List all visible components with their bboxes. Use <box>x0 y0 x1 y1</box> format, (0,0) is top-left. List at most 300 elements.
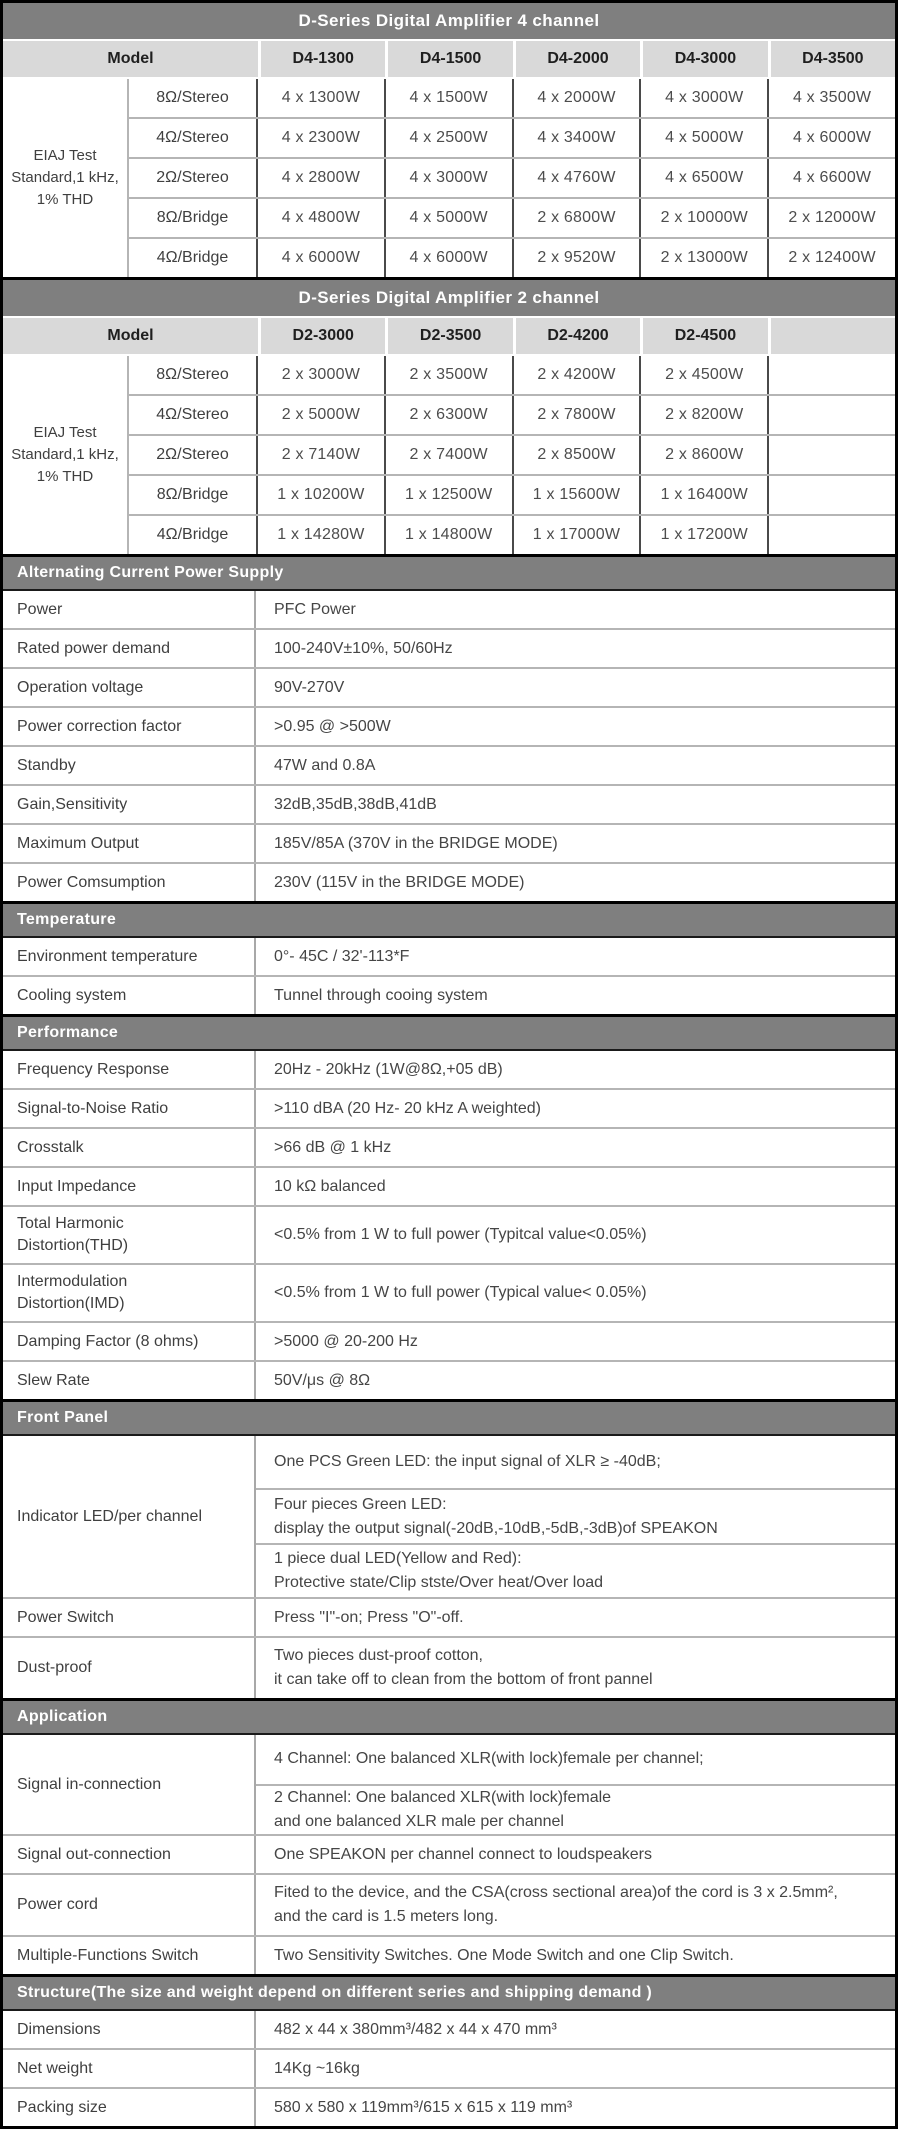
load-mode-cell: 2Ω/Stereo <box>156 446 229 463</box>
spec-value-cells <box>256 1129 895 1166</box>
spec-label-lines <box>17 1844 171 1866</box>
power-value-cell: 2 x 3500W <box>384 356 512 394</box>
power-value-cell: 2 x 9520W <box>512 239 640 277</box>
table-title-2ch: D-Series Digital Amplifier 2 channel <box>3 277 895 318</box>
load-mode-cell: 4Ω/Bridge <box>156 249 229 266</box>
section-title: Performance <box>3 1014 895 1051</box>
spec-label-line: Net weight <box>17 2059 93 2077</box>
spec-value-line: Protective state/Clip stste/Over heat/Over load <box>274 1573 604 1591</box>
spec-value-lines <box>256 1275 895 1311</box>
spec-label-line: Maximum Output <box>17 834 139 852</box>
spec-row <box>3 2048 895 2087</box>
spec-section <box>3 554 895 901</box>
spec-value-line: Fited to the device, and the CSA(cross sectional area)of the cord is 3 x 2.5mm², <box>274 1884 838 1901</box>
spec-value-line: One PCS Green LED: the input signal of XLR ≥ -40dB; <box>274 1453 661 1471</box>
spec-label <box>3 591 256 628</box>
spec-label-line: Input Impedance <box>17 1177 137 1195</box>
test-standard-line: 1% THD <box>36 191 94 208</box>
spec-value-lines <box>256 1130 895 1166</box>
test-standard-label <box>3 79 129 277</box>
spec-value-cell <box>256 669 895 706</box>
spec-value-line: >5000 @ 20-200 Hz <box>274 1332 418 1350</box>
spec-value-lines <box>256 1091 895 1127</box>
spec-label-lines <box>17 1331 198 1353</box>
spec-section <box>3 901 895 1014</box>
spec-row <box>3 1166 895 1205</box>
spec-value-cell <box>256 1323 895 1360</box>
spec-section <box>3 1399 895 1698</box>
spec-value-line: 580 x 580 x 119mm³/615 x 615 x 119 mm³ <box>274 2098 573 2116</box>
power-value-cell: 2 x 7800W <box>512 396 640 434</box>
spec-label-line: Power cord <box>17 1896 98 1913</box>
spec-value-lines <box>256 826 895 862</box>
load-mode-cell: 4Ω/Stereo <box>156 129 229 146</box>
power-row <box>129 394 895 434</box>
spec-value-line: >66 dB @ 1 kHz <box>274 1138 392 1156</box>
power-value-cell: 4 x 3500W <box>767 79 895 117</box>
power-value-cell: 2 x 6300W <box>384 396 512 434</box>
spec-value-line: <0.5% from 1 W to full power (Typical value< 0.05%) <box>274 1284 647 1301</box>
spec-rows <box>3 1735 895 1974</box>
spec-label-lines <box>17 794 127 816</box>
spec-value-cell <box>256 747 895 784</box>
spec-value-cell <box>256 1543 895 1597</box>
spec-value-lines <box>256 1938 895 1974</box>
spec-label-line: Signal-to-Noise Ratio <box>17 1099 169 1117</box>
spec-value-cells <box>256 630 895 667</box>
test-standard-line: Standard,1 kHz, <box>11 446 119 463</box>
spec-value-line: it can take off to clean from the bottom of front pannel <box>274 1671 653 1688</box>
spec-value-line: 32dB,35dB,38dB,41dB <box>274 795 437 813</box>
spec-label <box>3 977 256 1014</box>
test-standard-label <box>3 356 129 554</box>
model-name: D4-2000 <box>513 41 640 77</box>
spec-row <box>3 1597 895 1636</box>
power-value-cell: 2 x 4500W <box>639 356 767 394</box>
spec-section <box>3 1014 895 1399</box>
spec-value-line: Press "I"-on; Press "O"-off. <box>274 1608 464 1626</box>
spec-label-line: Standby <box>17 756 76 774</box>
power-value-cell: 4 x 3400W <box>512 119 640 157</box>
spec-row <box>3 628 895 667</box>
spec-value-lines <box>256 978 895 1014</box>
spec-label-line: Crosstalk <box>17 1138 84 1156</box>
spec-value-cell <box>256 2011 895 2048</box>
power-value-cell <box>767 516 895 554</box>
spec-value-line: 10 kΩ balanced <box>274 1177 386 1195</box>
model-name: D2-3000 <box>258 318 385 354</box>
power-row <box>129 237 895 277</box>
spec-label-lines <box>17 985 126 1007</box>
spec-value-line: 230V (115V in the BRIDGE MODE) <box>274 873 525 891</box>
spec-value-cells <box>256 1051 895 1088</box>
spec-row <box>3 1360 895 1399</box>
spec-row <box>3 1636 895 1698</box>
spec-label-lines <box>17 1657 92 1679</box>
spec-value-cell <box>256 1599 895 1636</box>
power-value-cell: 4 x 1300W <box>256 79 384 117</box>
spec-label <box>3 1129 256 1166</box>
power-value-cell: 1 x 17200W <box>639 516 767 554</box>
spec-value-line: 482 x 44 x 380mm³/482 x 44 x 470 mm³ <box>274 2020 557 2038</box>
power-value-cell: 2 x 12000W <box>767 199 895 237</box>
spec-label-line: Dust-proof <box>17 1659 92 1676</box>
power-rows-2ch <box>129 356 895 554</box>
spec-label <box>3 1265 256 1321</box>
spec-label <box>3 1323 256 1360</box>
spec-value-line: 50V/μs @ 8Ω <box>274 1371 371 1389</box>
spec-value-lines <box>256 2051 895 2087</box>
spec-value-cell <box>256 1090 895 1127</box>
power-value-cell: 2 x 7140W <box>256 436 384 474</box>
spec-value-lines <box>256 1638 895 1698</box>
power-value-cells <box>256 516 895 554</box>
spec-row <box>3 784 895 823</box>
spec-value-cells <box>256 2089 895 2126</box>
power-row <box>129 117 895 157</box>
spec-rows <box>3 1436 895 1698</box>
spec-rows <box>3 1051 895 1399</box>
spec-label-lines <box>17 638 170 660</box>
spec-label-line: Total Harmonic <box>17 1215 124 1232</box>
spec-row <box>3 1263 895 1321</box>
spec-value-line: 2 Channel: One balanced XLR(with lock)female <box>274 1788 612 1806</box>
spec-value-cell <box>256 1265 895 1321</box>
spec-label-lines <box>17 1059 169 1081</box>
model-column-label: Model <box>107 327 154 344</box>
section-title: Application <box>3 1698 895 1735</box>
power-row <box>129 434 895 474</box>
spec-label-line: Frequency Response <box>17 1060 170 1078</box>
section-title: Structure(The size and weight depend on different series and shipping demand ) <box>3 1974 895 2011</box>
spec-label <box>3 864 256 901</box>
spec-value-lines <box>256 1600 895 1636</box>
spec-label-line: Indicator LED/per channel <box>17 1507 202 1525</box>
spec-value-cell <box>256 1638 895 1698</box>
spec-label <box>3 1638 256 1698</box>
spec-label-lines <box>17 1774 161 1796</box>
spec-label <box>3 1051 256 1088</box>
model-name: D4-1300 <box>258 41 385 77</box>
spec-value-lines <box>256 1217 895 1253</box>
spec-label-lines <box>17 946 198 968</box>
spec-label-lines <box>17 599 62 621</box>
spec-label-lines <box>17 872 166 894</box>
power-value-cell: 1 x 14800W <box>384 516 512 554</box>
spec-value-cells <box>256 1599 895 1636</box>
spec-value-lines <box>256 939 895 975</box>
spec-value-cell <box>256 1207 895 1263</box>
spec-label <box>3 708 256 745</box>
power-value-cells <box>256 436 895 474</box>
section-title: Alternating Current Power Supply <box>3 554 895 591</box>
load-mode-cell: 4Ω/Stereo <box>156 406 229 423</box>
power-ratings-4ch <box>3 79 895 277</box>
section-title: Temperature <box>3 901 895 938</box>
spec-value-line: 14Kg ~16kg <box>274 2059 360 2077</box>
power-value-cell: 4 x 4800W <box>256 199 384 237</box>
spec-value-line: 100-240V±10%, 50/60Hz <box>274 639 453 657</box>
spec-value-cell <box>256 1488 895 1542</box>
spec-rows <box>3 591 895 901</box>
spec-value-cell <box>256 1051 895 1088</box>
spec-value-cell <box>256 2050 895 2087</box>
spec-value-lines <box>256 787 895 823</box>
power-ratings-2ch <box>3 356 895 554</box>
spec-label <box>3 669 256 706</box>
power-row <box>129 514 895 554</box>
spec-value-line: and one balanced XLR male per channel <box>274 1812 564 1830</box>
spec-label <box>3 630 256 667</box>
spec-value-cell <box>256 1937 895 1974</box>
spec-value-cell <box>256 864 895 901</box>
spec-value-cell <box>256 1875 895 1935</box>
power-value-cell: 4 x 6000W <box>256 239 384 277</box>
spec-label-lines <box>17 2019 101 2041</box>
power-value-cells <box>256 79 895 117</box>
spec-label-lines <box>17 677 143 699</box>
spec-label-lines <box>17 1271 127 1315</box>
table-title-4ch: D-Series Digital Amplifier 4 channel <box>3 3 895 41</box>
spec-value-cell <box>256 786 895 823</box>
model-name: D4-3500 <box>768 41 895 77</box>
spec-value-cell <box>256 1362 895 1399</box>
spec-value-cells <box>256 1836 895 1873</box>
power-value-cell: 4 x 2000W <box>512 79 640 117</box>
spec-row <box>3 667 895 706</box>
power-row <box>129 197 895 237</box>
spec-value-lines <box>256 1741 895 1777</box>
model-column-label: Model <box>107 50 154 67</box>
power-value-cell: 2 x 8200W <box>639 396 767 434</box>
spec-label-line: Signal in-connection <box>17 1775 162 1793</box>
spec-label <box>3 1599 256 1636</box>
spec-sections <box>3 554 895 2126</box>
power-value-cell: 4 x 6500W <box>639 159 767 197</box>
spec-value-lines <box>256 1363 895 1399</box>
power-value-cell: 2 x 4200W <box>512 356 640 394</box>
spec-value-lines <box>256 748 895 784</box>
spec-label-lines <box>17 1607 114 1629</box>
spec-label <box>3 747 256 784</box>
spec-value-lines <box>256 1052 895 1088</box>
power-value-cell: 4 x 6000W <box>384 239 512 277</box>
power-value-cell: 1 x 14280W <box>256 516 384 554</box>
load-mode-cell: 4Ω/Bridge <box>156 526 229 543</box>
spec-value-cells <box>256 1362 895 1399</box>
spec-row <box>3 1205 895 1263</box>
spec-label-line: Operation voltage <box>17 678 144 696</box>
power-value-cell: 4 x 3000W <box>384 159 512 197</box>
spec-label-line: Dimensions <box>17 2020 101 2038</box>
spec-label-line: Distortion(IMD) <box>17 1295 125 1312</box>
spec-value-cells <box>256 786 895 823</box>
spec-label-lines <box>17 1506 202 1528</box>
spec-label-lines <box>17 1137 84 1159</box>
spec-label <box>3 1875 256 1935</box>
power-value-cell: 4 x 2500W <box>384 119 512 157</box>
spec-value-cells <box>256 2011 895 2048</box>
spec-label <box>3 1168 256 1205</box>
model-name: D2-4500 <box>640 318 767 354</box>
model-name: D2-4200 <box>513 318 640 354</box>
spec-label-line: Gain,Sensitivity <box>17 795 128 813</box>
load-mode-cell: 8Ω/Stereo <box>156 366 229 383</box>
spec-value-cells <box>256 864 895 901</box>
spec-label <box>3 938 256 975</box>
spec-label-line: Slew Rate <box>17 1371 90 1389</box>
spec-rows <box>3 2011 895 2126</box>
power-table-4-channel <box>3 3 895 277</box>
spec-label-line: Intermodulation <box>17 1273 128 1290</box>
spec-value-lines <box>256 631 895 667</box>
spec-label <box>3 1207 256 1263</box>
spec-label-lines <box>17 1945 198 1967</box>
spec-value-cell <box>256 708 895 745</box>
test-standard-line: EIAJ Test <box>33 147 97 164</box>
spec-value-lines <box>256 670 895 706</box>
model-names-2ch <box>258 318 895 354</box>
spec-value-line: PFC Power <box>274 600 356 618</box>
power-value-cells <box>256 396 895 434</box>
spec-value-cells <box>256 1436 895 1597</box>
spec-row <box>3 1834 895 1873</box>
power-value-cell <box>767 436 895 474</box>
load-mode-cell: 8Ω/Bridge <box>156 486 229 503</box>
spec-row <box>3 2011 895 2048</box>
power-value-cells <box>256 199 895 237</box>
spec-label-line: Multiple-Functions Switch <box>17 1946 199 1964</box>
spec-label <box>3 1735 256 1834</box>
spec-value-cells <box>256 1168 895 1205</box>
test-standard-line: EIAJ Test <box>33 424 97 441</box>
spec-row <box>3 1735 895 1834</box>
power-value-cells <box>256 159 895 197</box>
spec-label-lines <box>17 1098 168 1120</box>
spec-label-lines <box>17 755 76 777</box>
spec-value-cell <box>256 825 895 862</box>
power-value-cell: 2 x 8600W <box>639 436 767 474</box>
spec-value-lines <box>256 1444 895 1480</box>
spec-row <box>3 1051 895 1088</box>
spec-label <box>3 2011 256 2048</box>
spec-value-cells <box>256 708 895 745</box>
power-value-cell: 1 x 10200W <box>256 476 384 514</box>
spec-value-lines <box>256 2012 895 2048</box>
spec-label-lines <box>17 1894 98 1916</box>
spec-value-cell <box>256 1784 895 1835</box>
spec-label-line: Signal out-connection <box>17 1845 171 1863</box>
spec-label-line: Damping Factor (8 ohms) <box>17 1332 199 1350</box>
spec-value-line: >0.95 @ >500W <box>274 717 391 735</box>
power-value-cells <box>256 476 895 514</box>
spec-value-lines <box>256 1169 895 1205</box>
spec-value-cells <box>256 1090 895 1127</box>
spec-label <box>3 1090 256 1127</box>
spec-value-lines <box>256 709 895 745</box>
power-row <box>129 157 895 197</box>
model-name: D4-3000 <box>640 41 767 77</box>
spec-row <box>3 975 895 1014</box>
power-value-cell: 2 x 13000W <box>639 239 767 277</box>
spec-value-lines <box>256 865 895 901</box>
spec-value-line: Two pieces dust-proof cotton, <box>274 1647 483 1664</box>
spec-value-lines <box>256 1875 895 1935</box>
model-name <box>768 318 895 354</box>
model-names-4ch <box>258 41 895 77</box>
spec-label-line: Power correction factor <box>17 717 182 735</box>
test-standard-line: Standard,1 kHz, <box>11 169 119 186</box>
spec-section <box>3 1974 895 2126</box>
spec-label-line: Packing size <box>17 2098 107 2116</box>
spec-value-cells <box>256 2050 895 2087</box>
spec-row <box>3 1088 895 1127</box>
spec-row <box>3 938 895 975</box>
spec-label <box>3 1362 256 1399</box>
spec-value-line: Tunnel through cooing system <box>274 986 488 1004</box>
power-value-cell: 2 x 8500W <box>512 436 640 474</box>
power-value-cell: 2 x 5000W <box>256 396 384 434</box>
power-row <box>129 474 895 514</box>
spec-label-line: Power <box>17 600 63 618</box>
spec-value-line: and the card is 1.5 meters long. <box>274 1908 499 1925</box>
spec-value-cells <box>256 669 895 706</box>
spec-label-line: Power Switch <box>17 1608 114 1626</box>
spec-value-line: 1 piece dual LED(Yellow and Red): <box>274 1549 522 1567</box>
spec-value-cells <box>256 1638 895 1698</box>
power-value-cell: 2 x 12400W <box>767 239 895 277</box>
test-standard-line: 1% THD <box>36 468 94 485</box>
spec-label-lines <box>17 1370 90 1392</box>
section-title: Front Panel <box>3 1399 895 1436</box>
load-mode-cell: 8Ω/Stereo <box>156 89 229 106</box>
spec-value-line: 4 Channel: One balanced XLR(with lock)female per channel; <box>274 1750 704 1768</box>
spec-label <box>3 1937 256 1974</box>
model-header-row-2ch <box>3 318 895 356</box>
power-value-cell: 2 x 10000W <box>639 199 767 237</box>
spec-label <box>3 786 256 823</box>
spec-value-line: <0.5% from 1 W to full power (Typitcal value<0.05%) <box>274 1226 647 1243</box>
spec-label-lines <box>17 1176 136 1198</box>
spec-value-lines <box>256 1487 895 1547</box>
spec-row <box>3 1873 895 1935</box>
power-value-cell <box>767 356 895 394</box>
spec-value-cell <box>256 1129 895 1166</box>
spec-label-line: Environment temperature <box>17 947 198 965</box>
spec-value-cells <box>256 1937 895 1974</box>
spec-row <box>3 1127 895 1166</box>
spec-label <box>3 1436 256 1597</box>
spec-value-lines <box>256 1541 895 1601</box>
power-value-cell: 2 x 3000W <box>256 356 384 394</box>
spec-value-line: >110 dBA (20 Hz- 20 kHz A weighted) <box>274 1099 541 1117</box>
spec-label <box>3 2089 256 2126</box>
power-value-cells <box>256 356 895 394</box>
power-row <box>129 356 895 394</box>
spec-value-cells <box>256 1875 895 1935</box>
spec-row <box>3 2087 895 2126</box>
spec-value-cell <box>256 1735 895 1784</box>
power-value-cell: 4 x 3000W <box>639 79 767 117</box>
spec-value-cell <box>256 938 895 975</box>
spec-section <box>3 1698 895 1974</box>
spec-value-line: 47W and 0.8A <box>274 756 376 774</box>
spec-value-cell <box>256 2089 895 2126</box>
spec-value-cells <box>256 747 895 784</box>
power-value-cell <box>767 396 895 434</box>
spec-value-cells <box>256 1265 895 1321</box>
power-value-cell: 2 x 7400W <box>384 436 512 474</box>
